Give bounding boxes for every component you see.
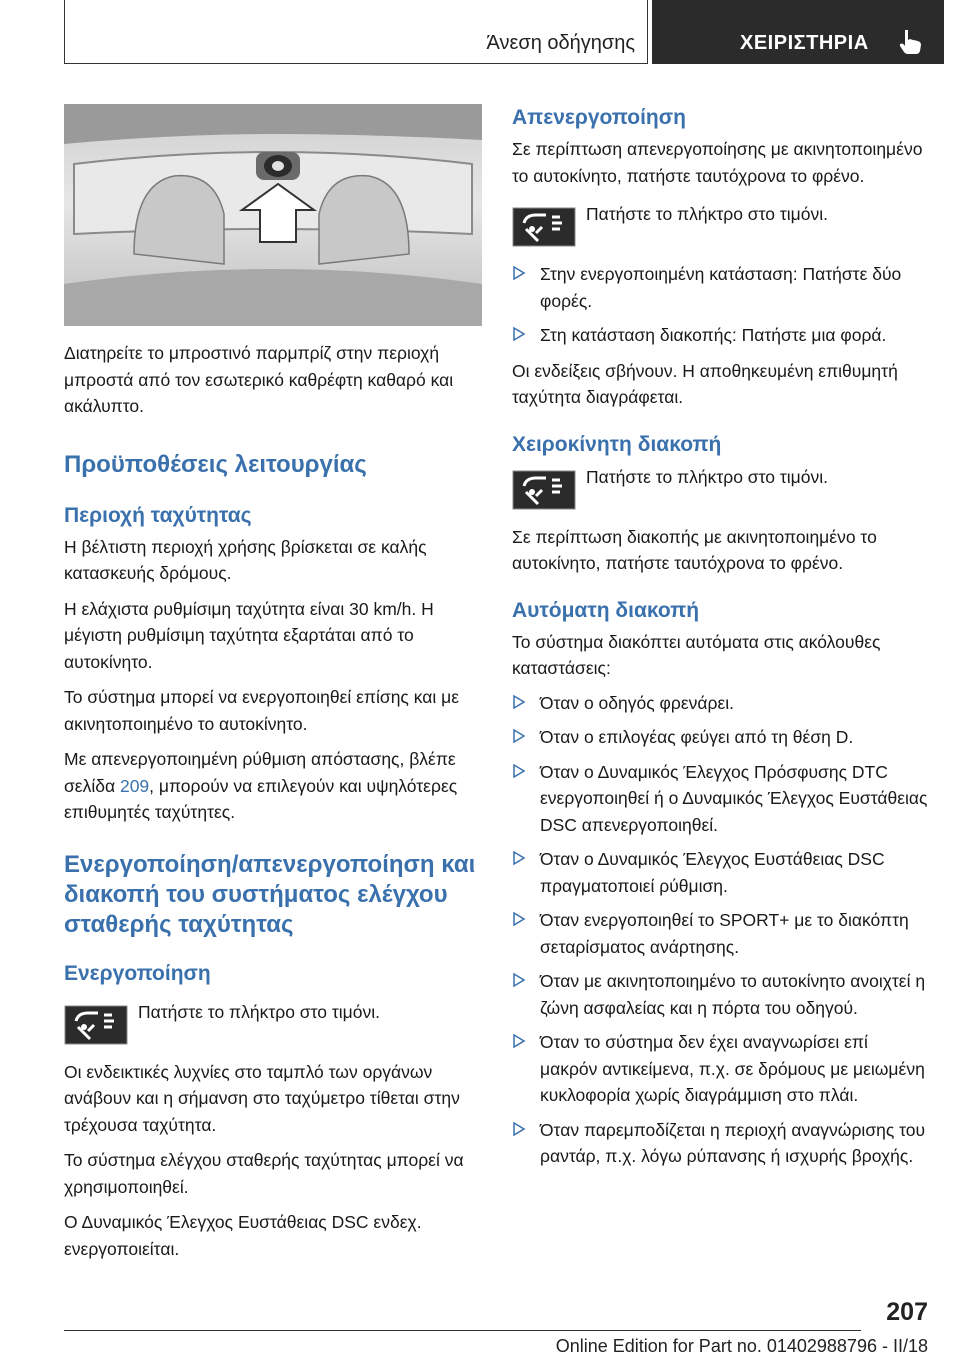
- activation-button-row: [64, 999, 482, 1045]
- header-brand-title: ΧΕΙΡΙΣΤΗΡΙΑ: [740, 32, 869, 54]
- right-column: [512, 104, 928, 1170]
- list-item-text: Στη κατάσταση διακοπής: Πατήστε μια φορά.: [540, 325, 887, 345]
- header-section-title: Άνεση οδήγησης: [486, 32, 635, 54]
- cruise-control-button-icon: [64, 1005, 128, 1045]
- heading-auto-interrupt: Αυτόματη διακοπή: [512, 598, 700, 622]
- paragraph-min-speed: Η ελάχιστα ρυθμίσιμη ταχύτητα είναι 30 km/h. Η μέγιστη ρυθμίσιμη ταχύτητα εξαρτάται από το αυτοκίνητο.: [64, 598, 434, 672]
- page-number: 207: [886, 1298, 928, 1326]
- list-item: [512, 724, 928, 751]
- cruise-control-button-icon: [512, 207, 576, 247]
- heading-speed-range: Περιοχή ταχύτητας: [64, 503, 252, 527]
- triangle-bullet-icon: [512, 729, 526, 743]
- list-item: [512, 690, 928, 717]
- triangle-bullet-icon: [512, 1034, 526, 1048]
- heading-manual-interrupt: Χειροκίνητη διακοπή: [512, 432, 722, 456]
- list-item-text: Όταν παρεμποδίζεται η περιοχή αναγνώρισης του ραντάρ, π.χ. λόγω ρύπανσης ή ισχυρής βροχής.: [540, 1119, 926, 1166]
- list-item-text: Όταν ο Δυναμικός Έλεγχος Πρόσφυσης DTC ενεργοποιηθεί ή ο Δυναμικός Έλεγχος Ευστάθειας DSC απενεργοποιηθεί.: [540, 761, 928, 835]
- deactivation-button-row: [512, 201, 928, 247]
- triangle-bullet-icon: [512, 764, 526, 778]
- paragraph-indicators-off: Οι ενδείξεις σβήνουν. Η αποθηκευμένη επιθυμητή ταχύτητα διαγράφεται.: [512, 360, 898, 407]
- paragraph-system-usable: Το σύστημα ελέγχου σταθερής ταχύτητας μπορεί να χρησιμοποιηθεί.: [64, 1150, 464, 1197]
- list-item-text: Όταν ενεργοποιηθεί το SPORT+ με το διακόπτη σεταρίσματος ανάρτησης.: [540, 910, 909, 957]
- page-link[interactable]: 209: [119, 775, 150, 796]
- list-item: [512, 1117, 928, 1170]
- triangle-bullet-icon: [512, 695, 526, 709]
- header-section-box: [64, 0, 648, 64]
- triangle-bullet-icon: [512, 327, 526, 341]
- paragraph-dsc: Ο Δυναμικός Έλεγχος Ευστάθειας DSC ενδεχ. ενεργοποιείται.: [64, 1212, 422, 1259]
- footer-edition: Online Edition for Part no. 01402988796 - II/18: [555, 1336, 928, 1356]
- triangle-bullet-icon: [512, 973, 526, 987]
- list-item: [512, 261, 928, 314]
- cruise-control-button-icon: [512, 470, 576, 510]
- triangle-bullet-icon: [512, 912, 526, 926]
- deactivation-press-text: Πατήστε το πλήκτρο στο τιμόνι.: [586, 204, 828, 224]
- windshield-caption: Διατηρείτε το μπροστινό παρμπρίζ στην περιοχή μπροστά από τον εσωτερικό καθρέφτη καθαρό και ακάλυπτο.: [64, 343, 454, 416]
- deactivation-list: [512, 261, 928, 349]
- triangle-bullet-icon: [512, 1122, 526, 1136]
- manual-press-text: Πατήστε το πλήκτρο στο τιμόνι.: [586, 466, 828, 487]
- activation-press-text: Πατήστε το πλήκτρο στο τιμόνι.: [138, 1001, 380, 1022]
- paragraph-standstill: Το σύστημα μπορεί να ενεργοποιηθεί επίσης και με ακινητοποιημένο το αυτοκίνητο.: [64, 687, 460, 734]
- paragraph-distance-setting: [64, 746, 482, 826]
- distance-text-b: , μπορούν να επιλεγούν και υψηλότερες επιθυμητές ταχύτητες.: [64, 775, 458, 822]
- triangle-bullet-icon: [512, 266, 526, 280]
- paragraph-auto-intro: Το σύστημα διακόπτει αυτόματα στις ακόλουθες καταστάσεις:: [512, 631, 881, 678]
- list-item-text: Στην ενεργοποιημένη κατάσταση: Πατήστε δύο φορές.: [540, 264, 902, 311]
- paragraph-deactivation-brake: Σε περίπτωση απενεργοποίησης με ακινητοποιημένο το αυτοκίνητο, πατήστε ταυτόχρονα το φρένο.: [512, 139, 923, 186]
- heading-deactivation: Απενεργοποίηση: [512, 106, 686, 129]
- auto-interrupt-list: [512, 690, 928, 1170]
- paragraph-optimal-range: Η βέλτιστη περιοχή χρήσης βρίσκεται σε καλής κατασκευής δρόμους.: [64, 536, 427, 583]
- left-column: [64, 104, 482, 1262]
- footer-rule: [64, 1330, 861, 1331]
- heading-prerequisites: Προϋποθέσεις λειτουργίας: [64, 450, 367, 478]
- paragraph-manual-brake: Σε περίπτωση διακοπής με ακινητοποιημένο το αυτοκίνητο, πατήστε ταυτόχρονα το φρένο.: [512, 526, 877, 573]
- list-item: [512, 759, 928, 839]
- car-interior-image: [64, 104, 482, 326]
- list-item: [512, 1029, 928, 1109]
- windshield-illustration: [64, 104, 482, 326]
- paragraph-indicators-on: Οι ενδεικτικές λυχνίες στο ταμπλό των οργάνων ανάβουν και η σήμανση στο ταχύμετρο τίθεται στην τρέχουσα ταχύτητα.: [64, 1061, 460, 1135]
- list-item-text: Όταν το σύστημα δεν έχει αναγνωρίσει επί μακρόν αντικείμενα, π.χ. σε δρόμους με μειωμένη κυκλοφορία χωρίς διαγράμμιση στο πλάι.: [540, 1032, 925, 1105]
- manual-button-row: [512, 464, 928, 510]
- list-item: [512, 907, 928, 960]
- pointing-hand-icon: [896, 26, 926, 56]
- list-item: [512, 322, 928, 349]
- distance-text-a: Με απενεργοποιημένη ρύθμιση απόστασης, βλέπε σελίδα: [64, 749, 456, 796]
- list-item-text: Όταν ο Δυναμικός Έλεγχος Ευστάθειας DSC πραγματοποιεί ρύθμιση.: [540, 849, 885, 896]
- heading-activation: Ενεργοποίηση: [64, 961, 211, 985]
- list-item-text: Όταν ο οδηγός φρενάρει.: [540, 692, 735, 713]
- list-item: [512, 968, 928, 1021]
- header-brand-box: [652, 0, 944, 64]
- list-item: [512, 846, 928, 899]
- triangle-bullet-icon: [512, 851, 526, 865]
- list-item-text: Όταν ο επιλογέας φεύγει από τη θέση D.: [540, 727, 854, 747]
- list-item-text: Όταν με ακινητοποιημένο το αυτοκίνητο ανοιχτεί η ζώνη ασφαλείας και η πόρτα του οδηγού.: [540, 971, 926, 1018]
- heading-on-off: Ενεργοποίηση/απενεργοποίηση και διακοπή του συστήματος ελέγχου σταθερής ταχύτητας: [64, 850, 476, 938]
